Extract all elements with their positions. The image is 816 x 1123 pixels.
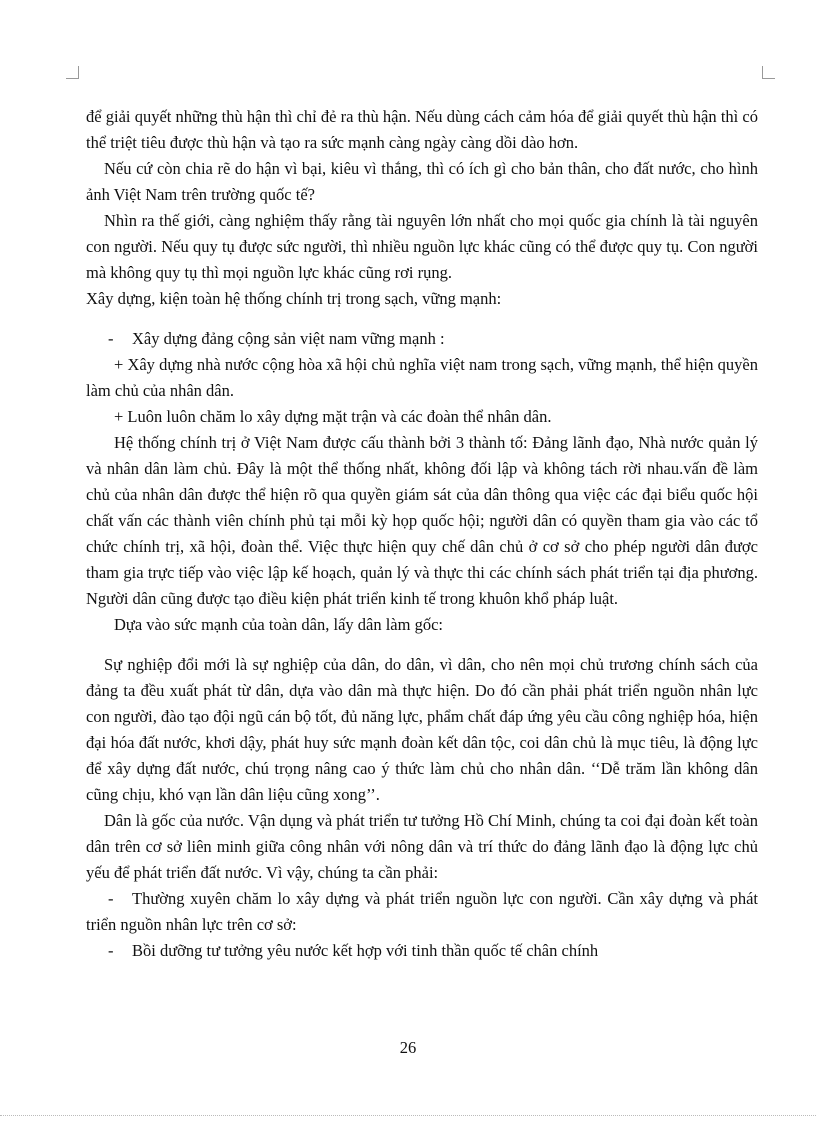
bullet-item — [86, 938, 758, 964]
page-number: 26 — [399, 1038, 417, 1057]
paragraph: Nếu cứ còn chia rẽ do hận vì bại, kiêu vì thắng, thì có ích gì cho bản thân, cho đất nước, cho hình ảnh Việt Nam trên trường quốc tế? — [86, 159, 758, 204]
bullet-item — [86, 886, 758, 938]
crop-mark-top-left — [66, 66, 79, 79]
plus-item: + Xây dựng nhà nước cộng hòa xã hội chủ nghĩa việt nam trong sạch, vững mạnh, thể hiện quyền làm chủ của nhân dân. — [86, 355, 758, 400]
paragraph: Hệ thống chính trị ở Việt Nam được cấu thành bởi 3 thành tố: Đảng lãnh đạo, Nhà nước quản lý và nhân dân làm chủ. Đây là một thể thống nhất, không đối lập và không tách rời nhau.vấn đề làm chủ của nhân dân được thể hiện rõ qua quyền giám sát của dân thông qua việc các đại biểu quốc hội chất vấn các thành viên chính phủ tại mỗi kỳ họp quốc hội; người dân có quyền tham gia vào các tổ chức chính trị, xã hội, đoàn thể. Việc thực hiện quy chế dân chủ ở cơ sở cho phép người dân được tham gia trực tiếp vào việc lập kế hoạch, quản lý và thực thi các chính sách phát triển tại địa phương. Người dân cũng được tạo điều kiện phát triển kinh tế trong khuôn khổ pháp luật. — [86, 433, 758, 608]
bullet-text: Bồi dưỡng tư tưởng yêu nước kết hợp với tinh thần quốc tế chân chính — [132, 941, 599, 960]
bullet-text: Xây dựng đảng cộng sản việt nam vững mạnh : — [132, 329, 445, 348]
bullet-dash: - — [108, 329, 114, 348]
section-heading: Xây dựng, kiện toàn hệ thống chính trị trong sạch, vững mạnh: — [86, 289, 502, 308]
bullet-text: Thường xuyên chăm lo xây dựng và phát triển nguồn lực con người. Cần xây dựng và phát triển nguồn nhân lực trên cơ sở: — [86, 889, 758, 934]
bullet-item — [86, 326, 758, 352]
paragraph: Sự nghiệp đổi mới là sự nghiệp của dân, do dân, vì dân, cho nên mọi chủ trương chính sách của đảng ta đều xuất phát từ dân, dựa vào dân mà thực hiện. Do đó cần phải phát triển nguồn nhân lực con người, đào tạo đội ngũ cán bộ tốt, đủ năng lực, phẩm chất đáp ứng yêu cầu công nghiệp hóa, hiện đại hóa đất nước, khơi dậy, phát huy sức mạnh đoàn kết dân tộc, coi dân chủ là mục tiêu, là động lực để xây dựng đất nước, chú trọng nâng cao ý thức làm chủ cho nhân dân. ‘‘Dễ trăm lần không dân cũng chịu, khó vạn lần dân liệu cũng xong’’. — [86, 655, 758, 804]
crop-mark-top-right — [762, 66, 775, 79]
section-heading: Dựa vào sức mạnh của toàn dân, lấy dân làm gốc: — [114, 615, 443, 634]
paragraph: Nhìn ra thế giới, càng nghiệm thấy rằng tài nguyên lớn nhất cho mọi quốc gia chính là tài nguyên con người. Nếu quy tụ được sức người, thì nhiều nguồn lực khác cũng có thể được quy tụ. Con người mà không quy tụ thì mọi nguồn lực khác cũng rơi rụng. — [86, 211, 758, 282]
footer-rule — [0, 1115, 816, 1116]
plus-item: + Luôn luôn chăm lo xây dựng mặt trận và các đoàn thể nhân dân. — [114, 407, 552, 426]
paragraph: Dân là gốc của nước. Vận dụng và phát triển tư tưởng Hồ Chí Minh, chúng ta coi đại đoàn kết toàn dân trên cơ sở liên minh giữa công nhân với nông dân và trí thức do đảng lãnh đạo là động lực chủ yếu để phát triển đất nước. Vì vậy, chúng ta cần phải: — [86, 811, 758, 882]
bullet-dash: - — [108, 889, 114, 908]
bullet-dash: - — [108, 941, 114, 960]
document-body — [86, 104, 758, 964]
paragraph: để giải quyết những thù hận thì chỉ đẻ ra thù hận. Nếu dùng cách cảm hóa để giải quyết thù hận thì có thể triệt tiêu được thù hận và tạo ra sức mạnh càng ngày càng dồi dào hơn. — [86, 107, 758, 152]
